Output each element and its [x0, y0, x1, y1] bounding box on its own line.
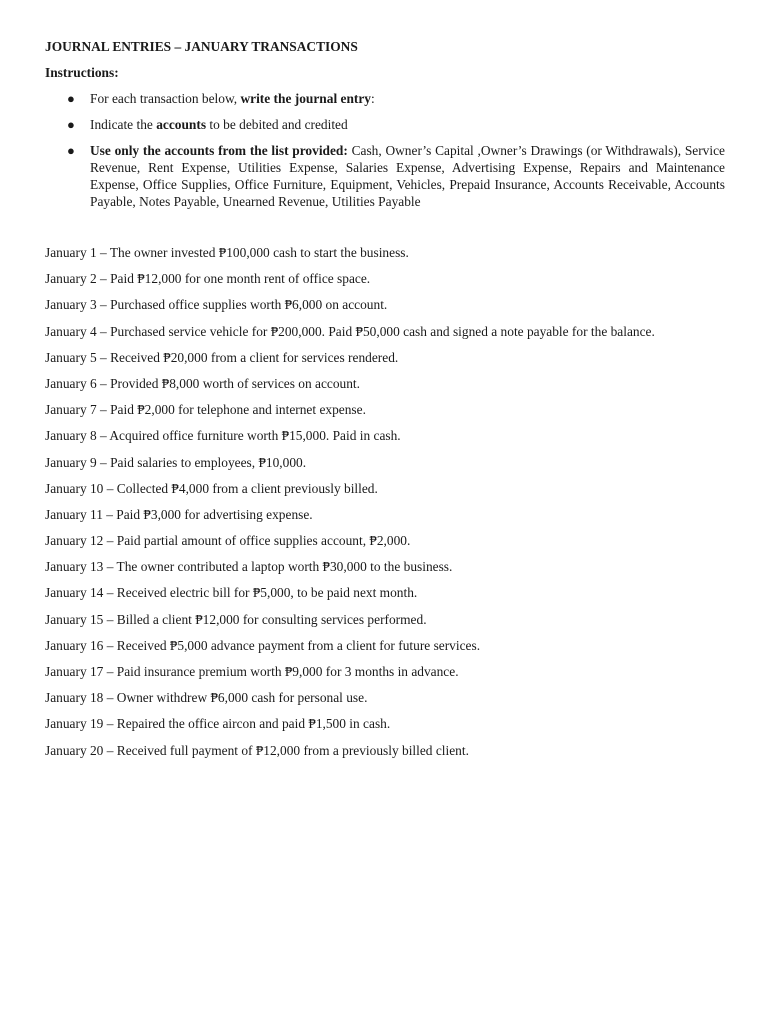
- transaction-item: January 15 – Billed a client ₱12,000 for consulting services performed.: [45, 611, 427, 627]
- transaction-item: January 10 – Collected ₱4,000 from a client previously billed.: [45, 480, 378, 496]
- transaction-item: January 2 – Paid ₱12,000 for one month rent of office space.: [45, 271, 371, 287]
- document-title: JOURNAL ENTRIES – JANUARY TRANSACTIONS: [45, 39, 358, 54]
- transaction-item: January 5 – Received ₱20,000 from a client for services rendered.: [45, 349, 399, 365]
- bullet-icon: ●: [67, 91, 75, 106]
- transaction-item: January 19 – Repaired the office aircon and paid ₱1,500 in cash.: [45, 716, 391, 732]
- instruction-item: ● For each transaction below, write the journal entry:: [67, 91, 375, 106]
- transaction-item: January 8 – Acquired office furniture worth ₱15,000. Paid in cash.: [45, 428, 401, 444]
- transaction-item: January 6 – Provided ₱8,000 worth of services on account.: [45, 375, 360, 391]
- transaction-item: January 7 – Paid ₱2,000 for telephone and internet expense.: [45, 402, 366, 418]
- instruction-item: ● Use only the accounts from the list provided: Cash, Owner’s Capital ,Owner’s Drawings (or Withdrawals), Service Revenue, Rent Expense, Utilities Expense, Salaries Expense, Advertising Expense, Repairs and Maintenance Expense, Office Supplies, Office Furniture, Equipment, Vehicles, Prepaid Insurance, Accounts Receivable, Accounts Payable, Notes Payable, Unearned Revenue, Utilities Payable: [67, 143, 725, 209]
- transaction-item: January 20 – Received full payment of ₱12,000 from a previously billed client.: [45, 742, 469, 758]
- transaction-item: January 13 – The owner contributed a laptop worth ₱30,000 to the business.: [45, 559, 453, 575]
- transaction-item: January 3 – Purchased office supplies worth ₱6,000 on account.: [45, 297, 388, 313]
- transaction-item: January 1 – The owner invested ₱100,000 cash to start the business.: [45, 245, 409, 260]
- transaction-item: January 9 – Paid salaries to employees, ₱10,000.: [45, 454, 307, 470]
- instructions-heading: Instructions:: [45, 65, 119, 80]
- transaction-item: January 18 – Owner withdrew ₱6,000 cash for personal use.: [45, 690, 368, 706]
- transaction-list: [45, 244, 725, 759]
- bullet-icon: ●: [67, 143, 75, 158]
- instructions-list: [45, 90, 725, 210]
- transaction-item: January 17 – Paid insurance premium worth ₱9,000 for 3 months in advance.: [45, 664, 459, 679]
- transaction-item: January 11 – Paid ₱3,000 for advertising expense.: [45, 506, 313, 522]
- bullet-icon: ●: [67, 117, 75, 132]
- transaction-item: January 14 – Received electric bill for ₱5,000, to be paid next month.: [45, 585, 418, 601]
- transaction-item: January 16 – Received ₱5,000 advance payment from a client for future services.: [45, 637, 481, 653]
- transaction-item: January 12 – Paid partial amount of office supplies account, ₱2,000.: [45, 533, 411, 549]
- document-page: [45, 38, 725, 768]
- transaction-item: January 4 – Purchased service vehicle for ₱200,000. Paid ₱50,000 cash and signed a note payable for the balance.: [45, 323, 655, 339]
- instruction-item: ● Indicate the accounts to be debited and credited: [67, 117, 348, 132]
